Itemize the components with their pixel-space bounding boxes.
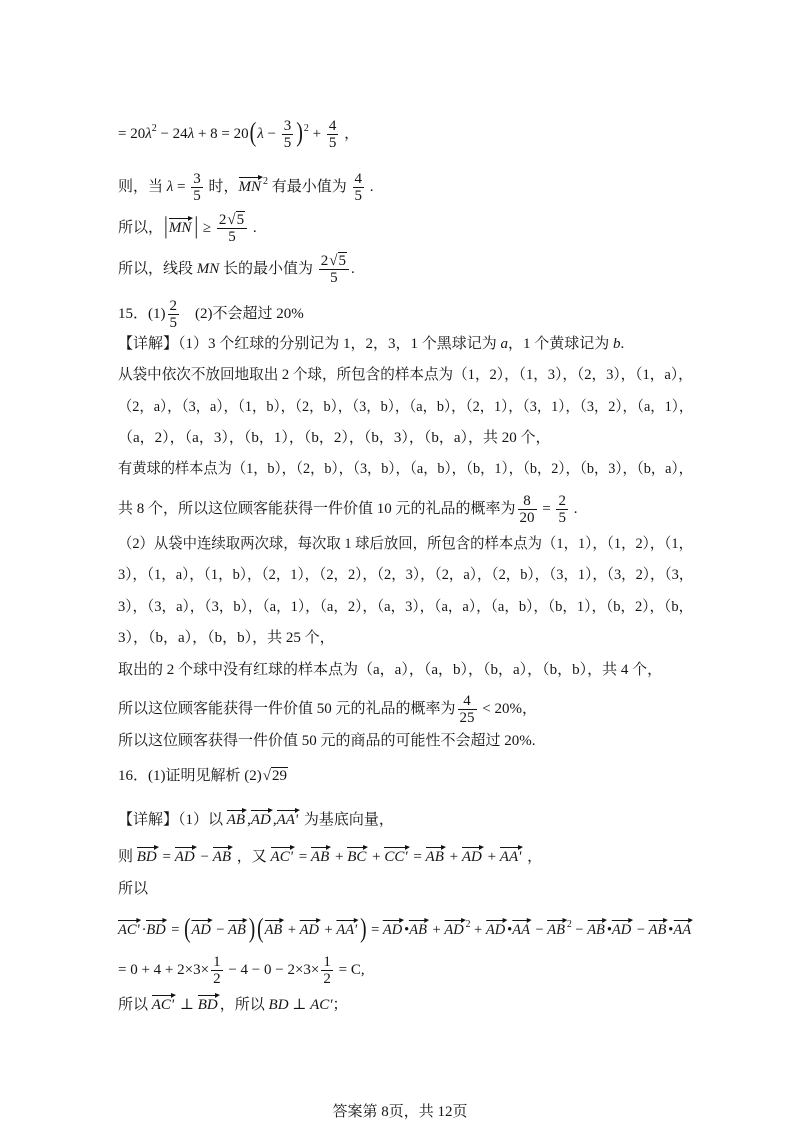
- vector: AA: [512, 918, 532, 939]
- text: ≥: [199, 219, 215, 236]
- fraction: [282, 118, 294, 151]
- vector: AB: [213, 845, 233, 866]
- fraction: [217, 212, 247, 245]
- operator: =: [367, 922, 383, 938]
- perpendicular-symbol: ⊥: [176, 997, 198, 1013]
- text: =: [173, 178, 190, 195]
- denominator: 2: [213, 971, 221, 987]
- answer-label: 15．(1): [118, 305, 166, 322]
- dot-operator: •: [507, 922, 513, 938]
- fraction: [168, 298, 180, 331]
- exponent: 2: [465, 919, 471, 930]
- denominator: 25: [459, 710, 475, 726]
- equation-text: +: [308, 125, 325, 142]
- dot-operator: •: [668, 922, 674, 938]
- equation-text: = C,: [334, 961, 365, 978]
- vector: AC': [271, 845, 295, 866]
- vector: AD: [191, 918, 212, 939]
- denominator: 5: [328, 135, 337, 151]
- text: 【详解】（1）3 个红球的分别记为 1，2，3，1 个黑球记为: [118, 336, 501, 352]
- equation-text: ，: [340, 125, 360, 142]
- answer-part-2: (2)不会超过 20%: [195, 305, 304, 322]
- vector: AB: [409, 918, 429, 939]
- operator: −: [196, 849, 213, 865]
- fraction: [211, 954, 223, 987]
- numerator: 3: [193, 171, 201, 187]
- answer-line-16: [118, 764, 288, 788]
- comma: ,: [272, 812, 277, 828]
- operator: =: [167, 922, 184, 938]
- vector: AB: [426, 845, 446, 866]
- text: 共 8 个，所以这位顾客能获得一件价值 10 元的礼品的概率为: [118, 500, 516, 517]
- numerator: [217, 212, 247, 229]
- variable: λ: [187, 125, 195, 142]
- numerator: 4: [458, 693, 477, 710]
- text-line: （2）从袋中连续取两次球，每次取 1 球后放回，所包含的样本点为（1，1），（1，2），（1，: [118, 536, 693, 552]
- answer-line-15: [118, 298, 304, 331]
- left-paren: (: [249, 118, 257, 148]
- variable: a: [500, 336, 509, 352]
- fraction: [319, 253, 349, 286]
- equation-text: −: [263, 125, 280, 142]
- variable: λ: [166, 178, 174, 195]
- operator: −: [212, 922, 229, 938]
- text-line: 3），（1，a），（1，b），（2，1），（2，2），（2，3），（2，a），（2，b），（3，1），（3，2），（3，: [118, 567, 694, 583]
- equation-line: [118, 914, 693, 944]
- vector: BD: [146, 918, 167, 939]
- denominator: 5: [193, 188, 201, 204]
- vector: AD: [612, 918, 633, 939]
- answer-label: 16．(1)证明见解析 (2): [118, 768, 262, 784]
- text: .: [366, 178, 374, 195]
- operator: +: [428, 922, 445, 938]
- numerator: 3: [283, 118, 292, 134]
- exponent: 2: [151, 122, 157, 134]
- vector: MN: [169, 216, 194, 237]
- vector: CC': [384, 845, 409, 866]
- text: .: [249, 219, 257, 236]
- exponent: 2: [566, 919, 572, 930]
- fraction: [321, 954, 333, 987]
- equation-text: − 24: [156, 125, 188, 142]
- comma: ,: [247, 812, 251, 828]
- operator: −: [571, 922, 588, 938]
- sqrt-sign: √: [262, 768, 271, 784]
- vector: AD: [444, 918, 465, 939]
- left-paren: (: [184, 914, 191, 944]
- operator: +: [483, 849, 500, 865]
- text: 所以，线段: [118, 260, 197, 277]
- denominator: 5: [283, 135, 292, 151]
- variable: BD: [268, 997, 289, 1013]
- exponent: 2: [263, 175, 268, 187]
- page-footer: 答案第 8页，共 12页: [332, 1104, 468, 1120]
- dot-operator: ·: [141, 922, 147, 938]
- right-paren: ): [296, 118, 303, 148]
- text: ，: [523, 849, 543, 865]
- text: 则: [118, 849, 137, 865]
- operator: =: [294, 849, 311, 865]
- text: .: [620, 336, 625, 352]
- text-line: [118, 808, 394, 832]
- fraction: [353, 171, 365, 204]
- vector: BD: [137, 845, 159, 866]
- sqrt-sign: √: [329, 253, 338, 269]
- dot-operator: •: [404, 922, 410, 938]
- exponent: 2: [303, 122, 309, 134]
- text-line: 3），（b，a），（b，b），共 25 个，: [118, 630, 335, 646]
- text: 有最小值为: [268, 178, 351, 195]
- vector: AB: [228, 918, 248, 939]
- text-line: 从袋中依次不放回地取出 2 个球，所包含的样本点为（1，2），（1，3），（2，3），（1，a），: [118, 367, 693, 383]
- text-line: [118, 493, 578, 526]
- fraction: [458, 693, 477, 726]
- text-line: [118, 332, 624, 356]
- vector: AC': [118, 918, 142, 939]
- text-line: 所以这位顾客获得一件价值 50 元的商品的可能性不会超过 20%.: [118, 733, 536, 749]
- vector: AB: [649, 918, 669, 939]
- variable: λ: [145, 125, 152, 142]
- denominator: 2: [323, 971, 331, 987]
- sqrt-sign: √: [227, 212, 236, 228]
- variable: MN: [196, 260, 220, 277]
- right-paren: ): [360, 914, 367, 944]
- denominator: 5: [354, 188, 363, 204]
- text: ；: [332, 997, 348, 1013]
- vector: AD: [486, 918, 507, 939]
- text: ，所以: [219, 997, 269, 1013]
- text: =: [538, 500, 555, 517]
- vector: AB: [547, 918, 567, 939]
- text: 【详解】（1）以: [118, 812, 227, 828]
- perpendicular-symbol: ⊥: [288, 997, 311, 1013]
- equation-text: = 20: [118, 125, 146, 142]
- text-line: [118, 693, 537, 726]
- vector: AD: [300, 918, 321, 939]
- fraction: [191, 171, 203, 204]
- text-line: [118, 171, 374, 204]
- text-line: 所以: [118, 881, 149, 897]
- numerator: 1: [323, 954, 331, 970]
- fraction: [327, 118, 339, 151]
- denominator: 5: [558, 510, 566, 526]
- text: 所以: [118, 997, 152, 1013]
- vector: AA': [500, 845, 524, 866]
- vector: AB: [265, 918, 285, 939]
- text: .: [569, 500, 578, 517]
- radicand: 5: [338, 253, 347, 269]
- text-line: [118, 212, 257, 245]
- equation-line: [118, 954, 365, 987]
- text: < 20%，: [478, 700, 537, 717]
- vector: AD: [251, 808, 273, 829]
- denominator: 20: [519, 510, 535, 526]
- text: 时，: [204, 178, 239, 195]
- vector: BD: [198, 993, 220, 1014]
- text: ，又: [233, 849, 271, 865]
- abs-bar: |: [164, 212, 168, 240]
- text-line: [118, 993, 348, 1017]
- coefficient: 2: [320, 253, 329, 269]
- operator: =: [158, 849, 175, 865]
- vector: AA: [673, 918, 693, 939]
- text-line: [118, 253, 355, 286]
- variable: λ: [257, 125, 264, 142]
- equation-text: − 4 − 0 − 2×3×: [224, 961, 320, 978]
- numerator: 8: [518, 493, 537, 510]
- abs-bar: |: [194, 212, 199, 240]
- numerator: 1: [213, 954, 221, 970]
- right-paren: ): [248, 914, 256, 944]
- numerator: 4: [328, 118, 337, 134]
- numerator: 2: [558, 493, 566, 509]
- operator: −: [633, 922, 649, 938]
- vector: AA': [336, 918, 359, 939]
- numerator: [319, 253, 349, 270]
- text-line: 取出的 2 个球中没有红球的样本点为（a，a），（a，b），（b，a），（b，b），共 4 个，: [118, 662, 663, 678]
- equation-line: [118, 118, 360, 151]
- operator: +: [284, 922, 300, 938]
- text-line: 3），（3，a），（3，b），（a，1），（a，2），（a，3），（a，a），（a，b），（b，1），（b，2），（b，: [118, 599, 694, 615]
- radicand: 5: [236, 212, 245, 228]
- vector: AB: [587, 918, 607, 939]
- operator: +: [445, 849, 462, 865]
- text-line: （2，a），（3，a），（1，b），（2，b），（3，b），（a，b），（2，1），（3，1），（3，2），（a，1），: [118, 399, 694, 415]
- denominator: 5: [169, 315, 177, 331]
- variable: b: [613, 336, 621, 352]
- numerator: 2: [169, 298, 177, 314]
- vector: AC': [152, 993, 176, 1014]
- text: 长的最小值为: [219, 260, 317, 277]
- fraction: [518, 493, 537, 526]
- text: .: [351, 260, 355, 277]
- denominator: 5: [330, 270, 338, 286]
- radicand: 29: [271, 768, 287, 784]
- vector: AA': [277, 808, 301, 829]
- vector: AD: [383, 918, 404, 939]
- operator: +: [368, 849, 385, 865]
- text: 所以，: [118, 219, 164, 236]
- equation-line: [118, 845, 542, 869]
- fraction: [556, 493, 568, 526]
- coefficient: 2: [218, 212, 227, 228]
- vector: AD: [175, 845, 197, 866]
- text-line: （a，2），（a，3），（b，1），（b，2），（b，3），（b，a），共 20 个，: [118, 430, 551, 446]
- vector: AD: [462, 845, 484, 866]
- text: ，1 个黄球记为: [508, 336, 614, 352]
- vector: AB: [311, 845, 331, 866]
- text: 则，当: [118, 178, 167, 195]
- vector: MN: [239, 175, 264, 196]
- text-line: 有黄球的样本点为（1，b），（2，b），（3，b），（a，b），（b，1），（b，2），（b，3），（b，a），: [118, 461, 693, 477]
- operator: +: [320, 922, 337, 938]
- vector: AB: [227, 808, 247, 829]
- operator: +: [331, 849, 348, 865]
- dot-operator: •: [606, 922, 612, 938]
- numerator: 4: [354, 171, 363, 187]
- operator: −: [531, 922, 548, 938]
- vector: BC: [347, 845, 368, 866]
- text: 为基底向量，: [300, 812, 394, 828]
- operator: +: [470, 922, 486, 938]
- operator: =: [409, 849, 426, 865]
- denominator: 5: [228, 229, 236, 245]
- equation-text: = 0 + 4 + 2×3×: [118, 961, 210, 978]
- left-paren: (: [257, 914, 264, 944]
- equation-text: + 8 = 20: [194, 125, 249, 142]
- text: 所以这位顾客能获得一件价值 50 元的礼品的概率为: [118, 700, 456, 717]
- variable: AC': [310, 997, 333, 1013]
